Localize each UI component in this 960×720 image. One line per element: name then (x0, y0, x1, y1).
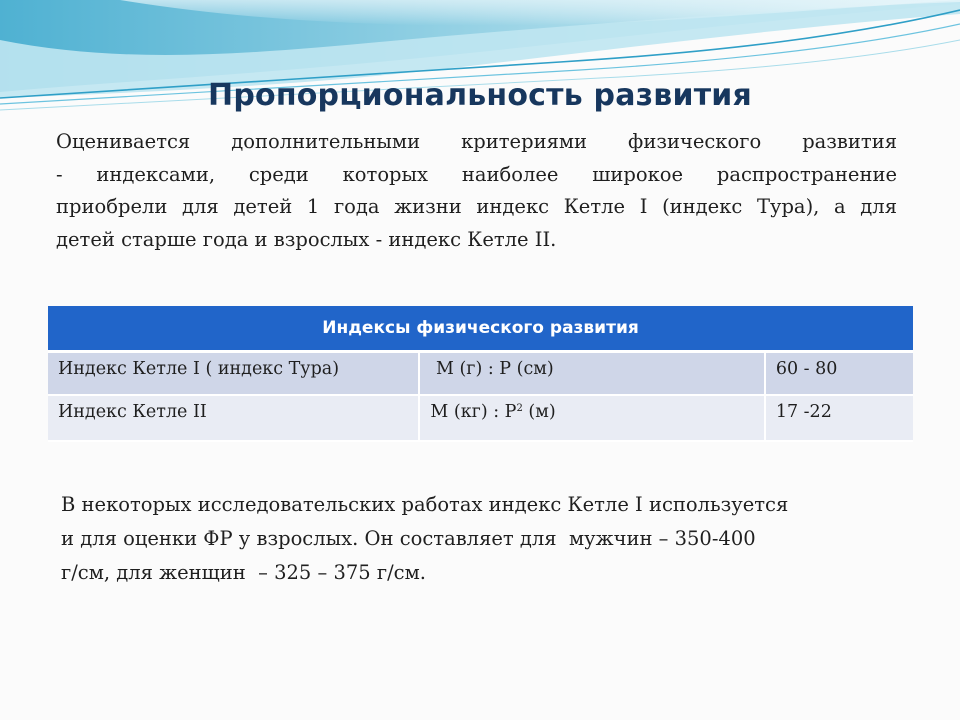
table-header: Индексы физического развития (48, 306, 913, 352)
intro-paragraph (56, 126, 897, 256)
note-line: и для оценки ФР у взрослых. Он составляет для мужчин – 350-400 (61, 527, 756, 550)
range-cell: 17 -22 (765, 395, 913, 441)
note-line: г/см, для женщин – 325 – 375 г/см. (61, 561, 426, 584)
intro-line: Оценивается дополнительными критериями физического развития (56, 130, 897, 153)
intro-line: приобрели для детей 1 года жизни индекс Кетле I (индекс Тура), а для (56, 195, 897, 218)
table-row (48, 395, 913, 441)
formula-cell: М (г) : Р (см) (419, 352, 764, 396)
indices-table (48, 306, 913, 442)
table-row (48, 352, 913, 396)
note-line: В некоторых исследовательских работах индекс Кетле I используется (61, 493, 789, 516)
formula-superscript: 2 (516, 403, 523, 414)
intro-line: детей старше года и взрослых - индекс Кетле II. (56, 227, 557, 251)
range-cell: 60 - 80 (765, 352, 913, 396)
formula-prefix: М (кг) : Р (430, 402, 517, 422)
formula-cell (419, 395, 764, 441)
slide-title: Пропорциональность развития (208, 78, 752, 113)
note-paragraph (61, 488, 911, 590)
intro-line: - индексами, среди которых наиболее широкое распространение (56, 162, 897, 186)
index-name-cell: Индекс Кетле I ( индекс Тура) (48, 352, 419, 396)
index-name-cell: Индекс Кетле II (48, 395, 419, 441)
formula-suffix: (м) (522, 402, 556, 422)
